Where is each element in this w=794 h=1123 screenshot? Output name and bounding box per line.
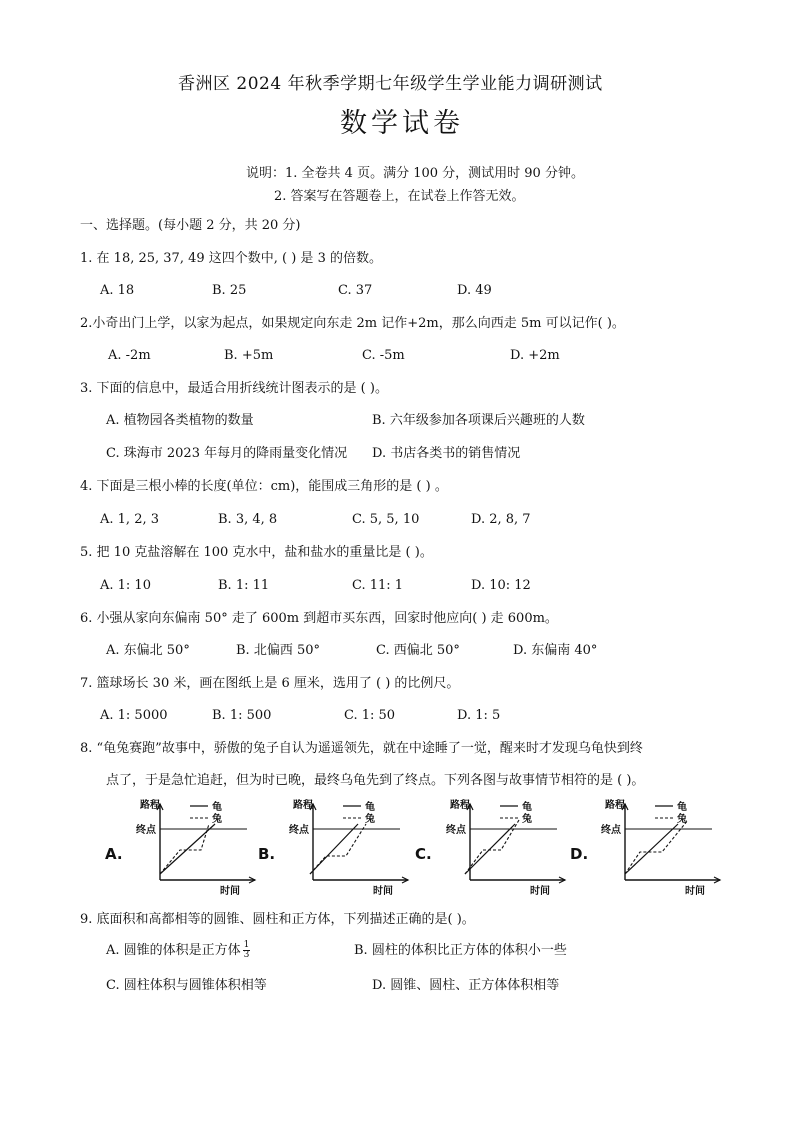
graph-a-legend-rabbit: 兔 [212, 814, 222, 825]
question-4-stem: 4. 下面是三根小棒的长度(单位：cm)，能围成三角形的是 ( ) 。 [80, 479, 448, 494]
graph-c-letter: C. [415, 845, 432, 863]
question-4-option-b: B. 3, 4, 8 [218, 512, 278, 527]
question-1-option-b: B. 25 [212, 283, 247, 298]
question-9-option-a [106, 940, 250, 962]
graph-b-legend-rabbit: 兔 [365, 814, 375, 825]
question-5-option-c: C. 11: 1 [352, 578, 404, 593]
graph-b-legend-turtle: 龟 [365, 802, 375, 813]
graph-b-finish-label: 终点 [289, 825, 309, 836]
question-7-option-d: D. 1: 5 [457, 708, 501, 723]
question-2-option-a: A. -2m [108, 348, 151, 363]
question-9-stem: 9. 底面积和高都相等的圆锥、圆柱和正方体，下列描述正确的是( )。 [80, 912, 475, 927]
question-1-stem: 1. 在 18, 25, 37, 49 这四个数中, ( ) 是 3 的倍数。 [80, 251, 382, 266]
question-7-option-c: C. 1: 50 [344, 708, 396, 723]
graph-c-legend-turtle: 龟 [522, 802, 532, 813]
question-2-option-b: B. +5m [224, 348, 274, 363]
question-2-option-c: C. -5m [362, 348, 405, 363]
question-8-stem-line-2: 点了，于是急忙追赶，但为时已晚，最终乌龟先到了终点。下列各图与故事情节相符的是 ( )。 [106, 773, 645, 788]
graph-c-x-label: 时间 [530, 886, 550, 897]
exam-subtitle: 数学试卷 [340, 108, 464, 139]
question-5-option-b: B. 1: 11 [218, 578, 270, 593]
graph-c-legend-rabbit: 兔 [522, 814, 532, 825]
graph-a-x-label: 时间 [220, 886, 240, 897]
question-4-option-d: D. 2, 8, 7 [471, 512, 531, 527]
question-7-option-b: B. 1: 500 [212, 708, 272, 723]
question-5-option-d: D. 10: 12 [471, 578, 531, 593]
graph-b-x-label: 时间 [373, 886, 393, 897]
instructions-line-2: 2. 答案写在答题卷上，在试卷上作答无效。 [274, 189, 525, 204]
question-1-option-c: C. 37 [338, 283, 373, 298]
question-6-stem: 6. 小强从家向东偏南 50° 走了 600m 到超市买东西，回家时他应向( ) 走 600m。 [80, 611, 558, 626]
graph-a-y-label: 路程 [140, 800, 160, 811]
question-7-option-a: A. 1: 5000 [100, 708, 168, 723]
graph-d-y-label: 路程 [605, 800, 625, 811]
question-8-stem-line-1: 8. “龟兔赛跑”故事中，骄傲的兔子自认为遥遥领先，就在中途睡了一觉，醒来时才发现乌龟快到终 [80, 741, 643, 756]
graph-d-legend-turtle: 龟 [677, 802, 687, 813]
question-3-option-a: A. 植物园各类植物的数量 [106, 413, 254, 428]
question-8-graphs [0, 792, 794, 902]
question-3-option-d: D. 书店各类书的销售情况 [372, 446, 521, 461]
graph-c-y-label: 路程 [450, 800, 470, 811]
question-9-option-b: B. 圆柱的体积比正方体的体积小一些 [354, 943, 567, 958]
graph-a-rabbit-line [160, 824, 209, 874]
question-6-option-a: A. 东偏北 50° [106, 643, 190, 658]
graph-a-legend-turtle: 龟 [212, 802, 222, 813]
graph-d-letter: D. [570, 845, 589, 863]
question-3-option-b: B. 六年级参加各项课后兴趣班的人数 [372, 413, 585, 428]
graph-a-letter: A. [105, 845, 123, 863]
section-heading: 一、选择题。(每小题 2 分，共 20 分) [80, 218, 301, 233]
graph-d-x-label: 时间 [685, 886, 705, 897]
question-3-stem: 3. 下面的信息中，最适合用折线统计图表示的是 ( )。 [80, 381, 388, 396]
question-5-stem: 5. 把 10 克盐溶解在 100 克水中，盐和盐水的重量比是 ( )。 [80, 545, 433, 560]
graph-c-finish-label: 终点 [446, 825, 466, 836]
graph-c-turtle-line [465, 824, 515, 874]
graph-d-legend-rabbit: 兔 [677, 814, 687, 825]
graph-b-letter: B. [258, 845, 276, 863]
question-6-option-c: C. 西偏北 50° [376, 643, 460, 658]
question-9-option-c: C. 圆柱体积与圆锥体积相等 [106, 978, 267, 993]
question-9-option-d: D. 圆锥、圆柱、正方体体积相等 [372, 978, 560, 993]
graph-b-rabbit-line [310, 824, 366, 874]
instructions-line-1: 说明：1. 全卷共 4 页。满分 100 分，测试用时 90 分钟。 [246, 166, 584, 181]
question-2-option-d: D. +2m [510, 348, 560, 363]
fraction-one-third: $\frac{1}{3}$ [243, 940, 250, 960]
graph-b-y-label: 路程 [293, 800, 313, 811]
graph-d-turtle-line [625, 824, 678, 874]
graph-a-finish-label: 终点 [136, 825, 156, 836]
question-9-option-a-text: A. 圆锥的体积是正方体 [106, 943, 241, 958]
exam-title: 香洲区 2024 年秋季学期七年级学生学业能力调研测试 [178, 74, 603, 94]
question-1-option-d: D. 49 [457, 283, 492, 298]
question-3-option-c: C. 珠海市 2023 年每月的降雨量变化情况 [106, 446, 348, 461]
question-5-option-a: A. 1: 10 [100, 578, 151, 593]
graph-d-finish-label: 终点 [601, 825, 621, 836]
question-6-option-d: D. 东偏南 40° [513, 643, 598, 658]
question-1-option-a: A. 18 [100, 283, 135, 298]
question-6-option-b: B. 北偏西 50° [236, 643, 320, 658]
question-4-option-c: C. 5, 5, 10 [352, 512, 420, 527]
question-2-stem: 2.小奇出门上学，以家为起点，如果规定向东走 2m 记作+2m，那么向西走 5m 可以记作( )。 [80, 316, 625, 331]
question-7-stem: 7. 篮球场长 30 米，画在图纸上是 6 厘米，选用了 ( ) 的比例尺。 [80, 676, 460, 691]
question-4-option-a: A. 1, 2, 3 [100, 512, 159, 527]
